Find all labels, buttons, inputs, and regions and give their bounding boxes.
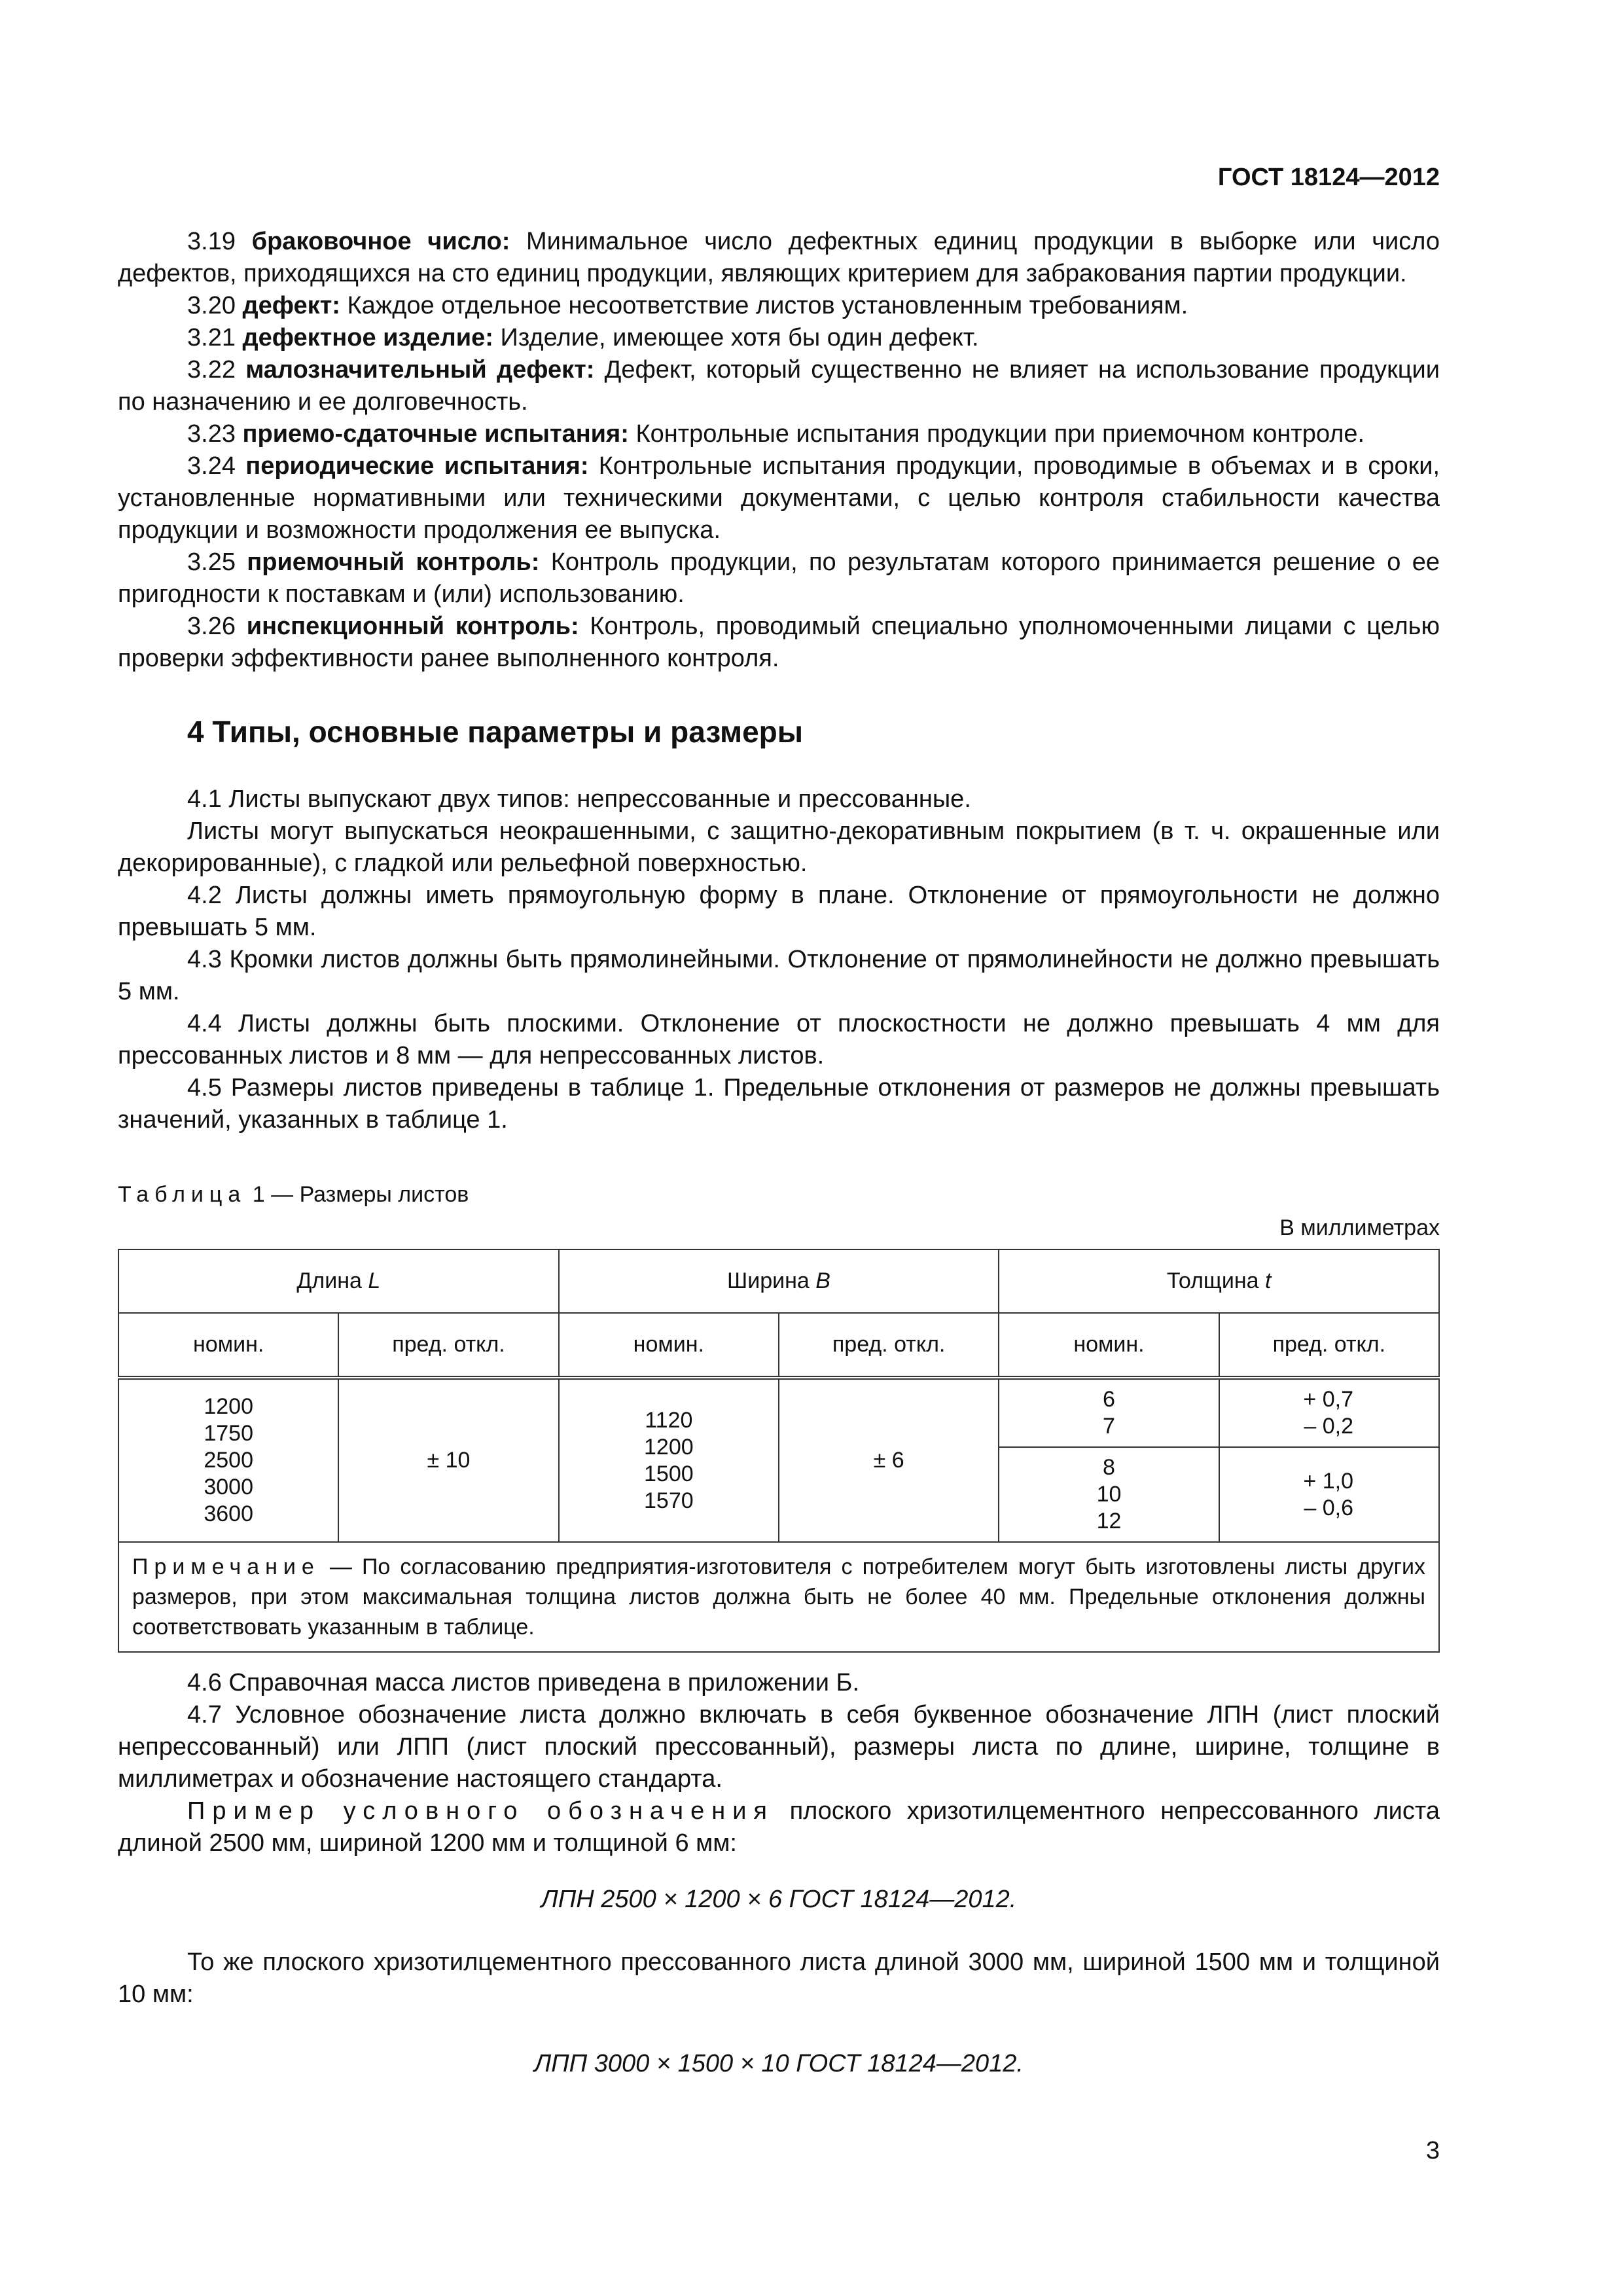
definition-text: Контрольные испытания продукции при приемочном контроле. — [635, 420, 1365, 448]
table-cell: 1120 — [645, 1407, 693, 1433]
definition-number: 3.20 — [187, 292, 236, 319]
definition-3-21 — [118, 322, 1440, 354]
definition-term: дефект: — [242, 292, 340, 319]
subheader-nom: номин. — [559, 1313, 779, 1378]
sizes-table — [118, 1249, 1440, 1653]
definition-term: браковочное число: — [251, 228, 510, 255]
paragraph-4-2: 4.2 Листы должны иметь прямоугольную форму в плане. Отклонение от прямоугольности не должно превышать 5 мм. — [118, 882, 1440, 941]
definition-number: 3.19 — [187, 228, 236, 255]
section-title: 4 Типы, основные параметры и размеры — [187, 715, 804, 749]
paragraph-4-3: 4.3 Кромки листов должны быть прямолинейными. Отклонение от прямолинейности не должно превышать 5 мм. — [118, 946, 1440, 1005]
definition-term: приемо-сдаточные испытания: — [242, 420, 629, 448]
page-number: 3 — [1425, 2137, 1440, 2164]
table-cell: 8 — [1103, 1455, 1115, 1480]
definition-3-19 — [118, 226, 1440, 290]
thickness-deviation-group2 — [1219, 1447, 1439, 1542]
header-length-label: Длина — [296, 1268, 368, 1293]
table-units: В миллиметрах — [1279, 1215, 1440, 1240]
table-cell: 1500 — [644, 1461, 694, 1486]
table-cell: 2500 — [204, 1448, 253, 1473]
table-cell: 1200 — [204, 1394, 253, 1419]
table-cell: 1570 — [644, 1488, 694, 1513]
definition-3-20 — [118, 290, 1440, 322]
table-caption — [118, 1182, 1440, 1208]
definition-text: Контрольные испытания продукции, проводимые в объемах и в сроки, установленные нормативными или техническими документами, с целью контроля стабильности качества продукции и возможности продолжения ее выпуска. — [118, 452, 1440, 544]
definition-term: приемочный контроль: — [247, 548, 540, 576]
table-cell: + 0,7 — [1303, 1387, 1353, 1412]
definition-term: инспекционный контроль: — [246, 613, 579, 640]
definition-text: Каждое отдельное несоответствие листов установленным требованиям. — [347, 292, 1188, 319]
definition-term: периодические испытания: — [245, 452, 589, 480]
definition-number: 3.22 — [187, 356, 236, 384]
header-width-symbol: B — [815, 1268, 830, 1293]
definition-text: Изделие, имеющее хотя бы один дефект. — [500, 324, 979, 351]
table-cell: 1200 — [644, 1434, 694, 1460]
table-note-word: Примечание — [132, 1554, 320, 1579]
paragraph-4-4: 4.4 Листы должны быть плоскими. Отклонение от плоскостности не должно превышать 4 мм для прессованных листов и 8 мм — для непрессованных листов. — [118, 1010, 1440, 1069]
table-cell: 12 — [1096, 1509, 1122, 1534]
paragraph-4-1-b: Листы могут выпускаться неокрашенными, с защитно-декоративным покрытием (в т. ч. окрашенные или декорированные), с гладкой или рельефной поверхностью. — [118, 817, 1440, 877]
definition-3-23 — [118, 418, 1440, 450]
table-cell: 3600 — [204, 1501, 253, 1526]
header-thickness-label: Толщина — [1166, 1268, 1266, 1293]
designation-formula-2: ЛПП 3000 × 1500 × 10 ГОСТ 18124—2012. — [534, 2050, 1024, 2077]
definition-number: 3.23 — [187, 420, 236, 448]
table-cell: + 1,0 — [1303, 1468, 1353, 1494]
same-paragraph: То же плоского хризотилцементного прессованного листа длиной 3000 мм, шириной 1500 мм и толщиной 10 мм: — [118, 1948, 1440, 2008]
definition-text: Минимальное число дефектных единиц продукции в выборке или число дефектов, приходящихся на сто единиц продукции, являющих критерием для забракования партии продукции. — [118, 228, 1440, 287]
definition-text: Дефект, который существенно не влияет на использование продукции по назначению и ее долговечность. — [118, 356, 1440, 416]
subheader-dev: пред. откл. — [1219, 1313, 1439, 1378]
definition-number: 3.21 — [187, 324, 236, 351]
thickness-deviation-group1 — [1219, 1378, 1439, 1447]
definitions-list — [118, 226, 1440, 675]
document-header: ГОСТ 18124—2012 — [1217, 164, 1440, 191]
length-deviation: ± 10 — [338, 1378, 558, 1542]
subheader-nom: номин. — [118, 1313, 338, 1378]
definition-number: 3.26 — [187, 613, 236, 640]
header-width — [559, 1249, 999, 1313]
definition-3-26 — [118, 611, 1440, 675]
definition-term: дефектное изделие: — [242, 324, 493, 351]
table-note-text: — По согласованию предприятия-изготовителя с потребителем могут быть изготовлены листы других размеров, при этом максимальная толщина листов должна быть не более 40 мм. Предельные отклонения должны соответствовать указанным в таблице. — [132, 1554, 1425, 1640]
page-body — [118, 226, 1440, 2111]
paragraph-4-6: 4.6 Справочная масса листов приведена в приложении Б. — [187, 1669, 860, 1696]
definition-text: Контроль, проводимый специально уполномоченными лицами с целью проверки эффективности ранее выполненного контроля. — [118, 613, 1440, 672]
header-width-label: Ширина — [727, 1268, 816, 1293]
width-deviation: ± 6 — [779, 1378, 999, 1542]
example-text: плоского хризотилцементного непрессованного листа длиной 2500 мм, шириной 1200 мм и толщиной 6 мм: — [118, 1797, 1440, 1857]
table-cell: 6 — [1103, 1387, 1115, 1412]
table-caption-word: Таблица — [118, 1182, 247, 1207]
table-cell: 3000 — [204, 1475, 253, 1499]
subheader-dev: пред. откл. — [338, 1313, 558, 1378]
header-thickness — [999, 1249, 1439, 1313]
thickness-values-group1 — [999, 1378, 1219, 1447]
table-cell: 7 — [1103, 1414, 1115, 1439]
header-thickness-symbol: t — [1265, 1268, 1272, 1293]
width-values — [559, 1378, 779, 1542]
table-cell: – 0,6 — [1304, 1495, 1353, 1520]
paragraph-4-5: 4.5 Размеры листов приведены в таблице 1. Предельные отклонения от размеров не должны превышать значений, указанных в таблице 1. — [118, 1074, 1440, 1134]
example-label: Пример условного обозначения — [187, 1797, 775, 1825]
length-values — [118, 1378, 338, 1542]
definition-3-24 — [118, 450, 1440, 547]
paragraph-4-1: 4.1 Листы выпускают двух типов: непрессованные и прессованные. — [187, 785, 971, 813]
designation-formula-1: ЛПН 2500 × 1200 × 6 ГОСТ 18124—2012. — [541, 1886, 1017, 1913]
definition-text: Контроль продукции, по результатам которого принимается решение о ее пригодности к поставкам и (или) использованию. — [118, 548, 1440, 608]
table-note — [118, 1542, 1439, 1652]
header-length-symbol: L — [368, 1268, 381, 1293]
subheader-dev: пред. откл. — [779, 1313, 999, 1378]
definition-term: малозначительный дефект: — [245, 356, 595, 384]
table-cell: – 0,2 — [1304, 1414, 1353, 1439]
definition-3-25 — [118, 547, 1440, 611]
header-length — [118, 1249, 559, 1313]
definition-number: 3.25 — [187, 548, 236, 576]
table-cell: 10 — [1096, 1482, 1122, 1507]
paragraph-4-7: 4.7 Условное обозначение листа должно включать в себя буквенное обозначение ЛПН (лист плоский непрессованный) или ЛПП (лист плоский прессованный), размеры листа по длине, ширине, толщине в миллиметрах и обозначение настоящего стандарта. — [118, 1701, 1440, 1793]
definition-3-22 — [118, 354, 1440, 418]
subheader-nom: номин. — [999, 1313, 1219, 1378]
thickness-values-group2 — [999, 1447, 1219, 1542]
definition-number: 3.24 — [187, 452, 236, 480]
table-cell: 1750 — [204, 1421, 253, 1446]
table-caption-text: 1 — Размеры листов — [252, 1182, 469, 1207]
example-paragraph — [118, 1795, 1440, 1859]
